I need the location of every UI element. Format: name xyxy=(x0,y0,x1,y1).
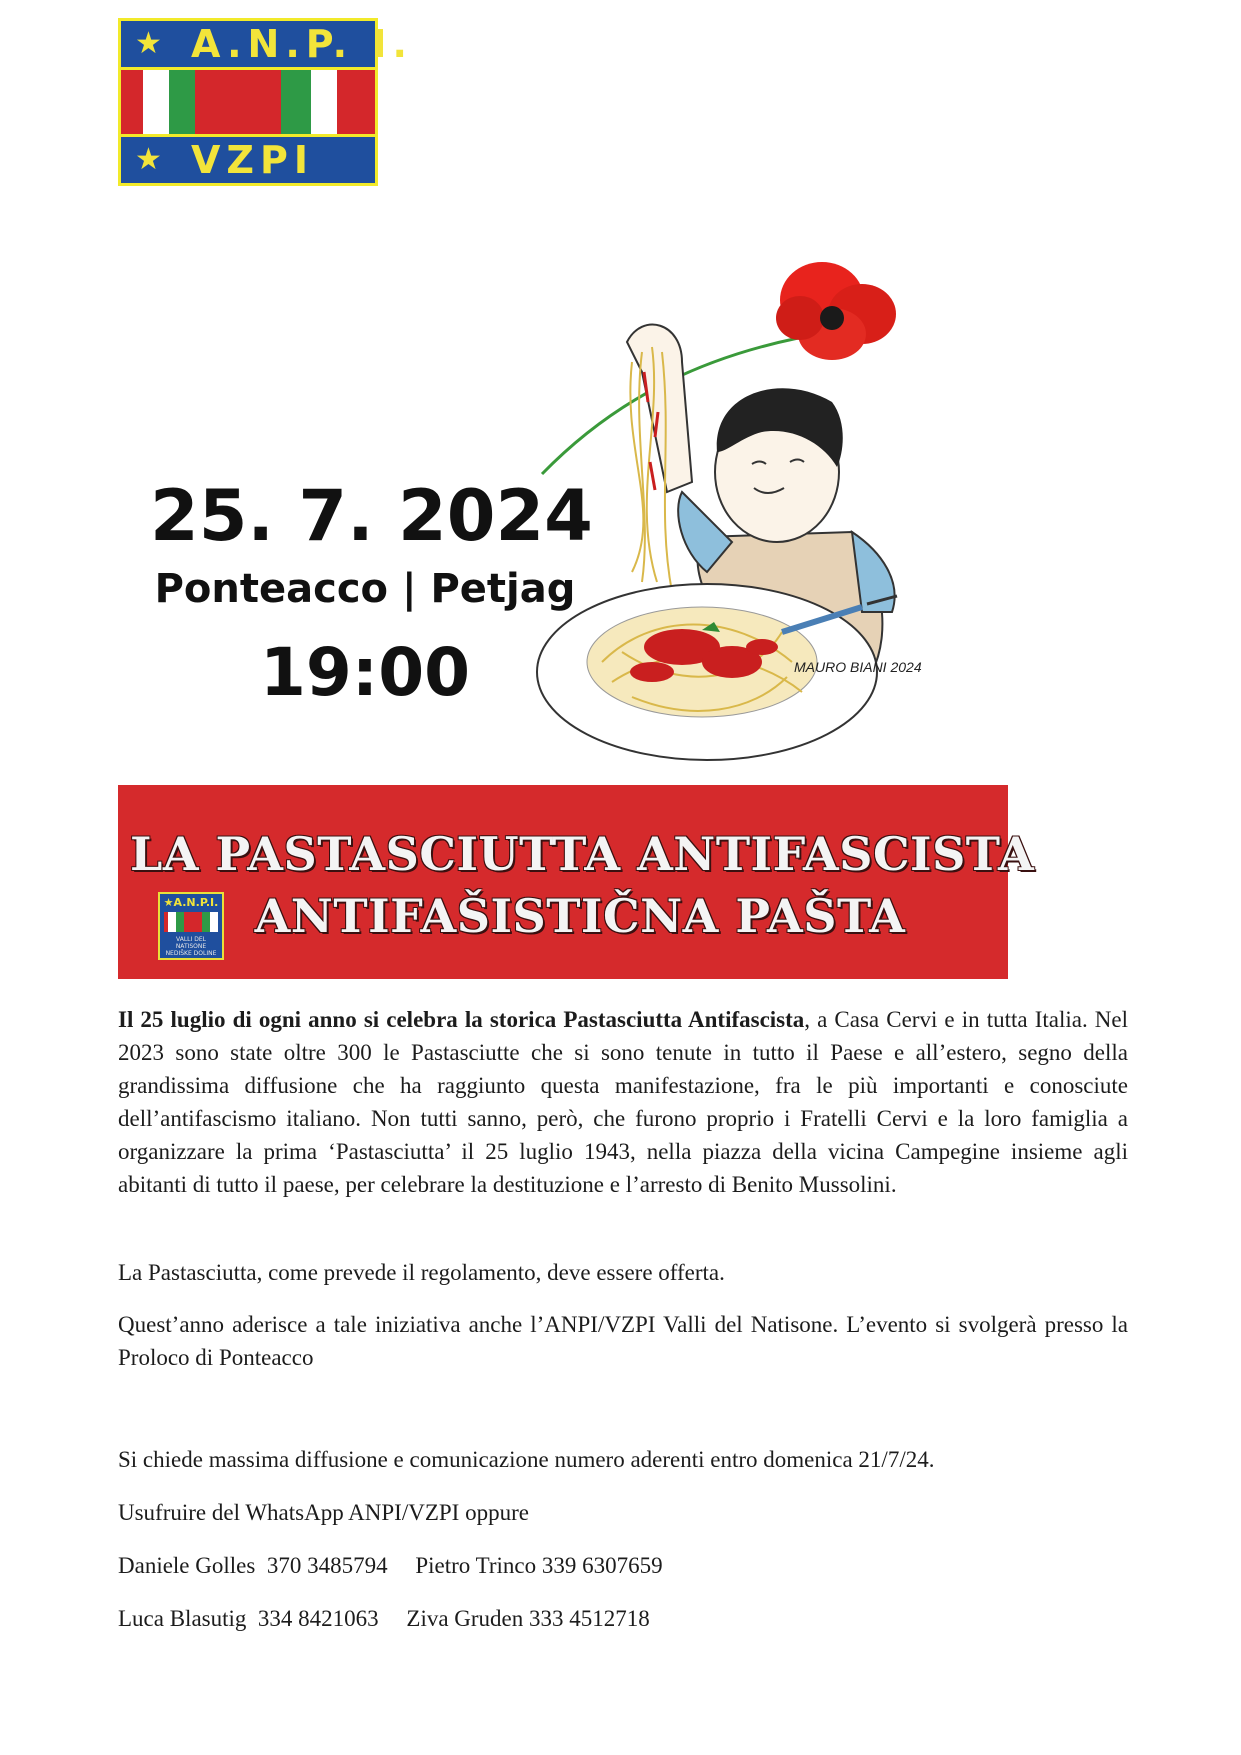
mini-logo-subtitle: VALLI DEL NATISONE NEDIŠKE DOLINE xyxy=(165,936,217,957)
contact-name: Pietro Trinco xyxy=(415,1553,537,1578)
contact-name: Ziva Gruden xyxy=(406,1606,524,1631)
intro-paragraph xyxy=(118,1003,1128,1201)
event-time: 19:00 xyxy=(259,634,471,711)
logo-top-band xyxy=(121,21,413,67)
logo-top-text: A.N.P. I. xyxy=(191,22,413,66)
star-icon: ★ xyxy=(135,142,162,177)
whatsapp-line: Usufruire del WhatsApp ANPI/VZPI oppure xyxy=(118,1500,529,1525)
title-banner xyxy=(118,785,1035,979)
logo-bottom-text: VZPI xyxy=(191,138,314,182)
contact-phone[interactable]: 334 8421063 xyxy=(257,1606,379,1631)
intro-bold-lead: Il 25 luglio di ogni anno si celebra la storica Pastasciutta Antifascista xyxy=(118,1007,805,1032)
contact-phone[interactable]: 333 4512718 xyxy=(529,1606,650,1631)
contact-phone[interactable]: 370 3485794 xyxy=(266,1553,388,1578)
contact-phone[interactable]: 339 6307659 xyxy=(541,1553,663,1578)
event-date: 25. 7. 2024 xyxy=(150,475,593,557)
intro-text: , a Casa Cervi e in tutta Italia. Nel 2023 sono state oltre 300 le Pastasciutte che si sono tenute in tutto il Paese e all’estero, segno della grandissima diffusione che ha raggiunto questa manifestazione, fra le più importanti e conosciute dell’antifascismo italiano. Non tutti sanno, però, che furono proprio i Fratelli Cervi e la loro famiglia a organizzare la prima ‘Pastasciutta’ il 25 luglio 1943, nella piazza della vicina Campegine insieme agli abitanti di tutto il paese, per celebrare la destituzione e l’arresto di Benito Mussolini. xyxy=(118,1007,1128,1197)
artist-signature: MAURO BIANI 2024 xyxy=(794,659,922,675)
anpi-vzpi-logo xyxy=(118,18,413,186)
contact-name: Luca Blasutig xyxy=(118,1606,247,1631)
rules-paragraph: La Pastasciutta, come prevede il regolamento, deve essere offerta. xyxy=(118,1260,725,1285)
star-icon: ★ xyxy=(135,26,162,61)
mini-logo-title: ★A.N.P.I. xyxy=(163,896,219,909)
contacts-line-2 xyxy=(118,1602,650,1635)
banner-title-slovenian: ANTIFAŠISTIČNA PAŠTA xyxy=(254,889,906,943)
logo-flag-stripes xyxy=(121,70,375,134)
child-eating-spaghetti-illustration xyxy=(532,252,1002,782)
anpi-valli-natisone-logo xyxy=(158,892,224,960)
contact-name: Daniele Golles xyxy=(118,1553,256,1578)
contacts-line-1 xyxy=(118,1549,663,1582)
poppy-icon xyxy=(776,262,896,360)
request-line: Si chiede massima diffusione e comunicazione numero aderenti entro domenica 21/7/24. xyxy=(118,1447,935,1472)
mini-logo-flag xyxy=(164,912,218,932)
banner-title-italian: LA PASTASCIUTTA ANTIFASCISTA xyxy=(130,827,1035,881)
logo-bottom-band xyxy=(121,137,375,183)
event-place: Ponteacco | Petjag xyxy=(154,566,576,612)
participation-paragraph: Quest’anno aderisce a tale iniziativa anche l’ANPI/VZPI Valli del Natisone. L’evento si svolgerà presso la Proloco di Ponteacco xyxy=(118,1312,1128,1370)
